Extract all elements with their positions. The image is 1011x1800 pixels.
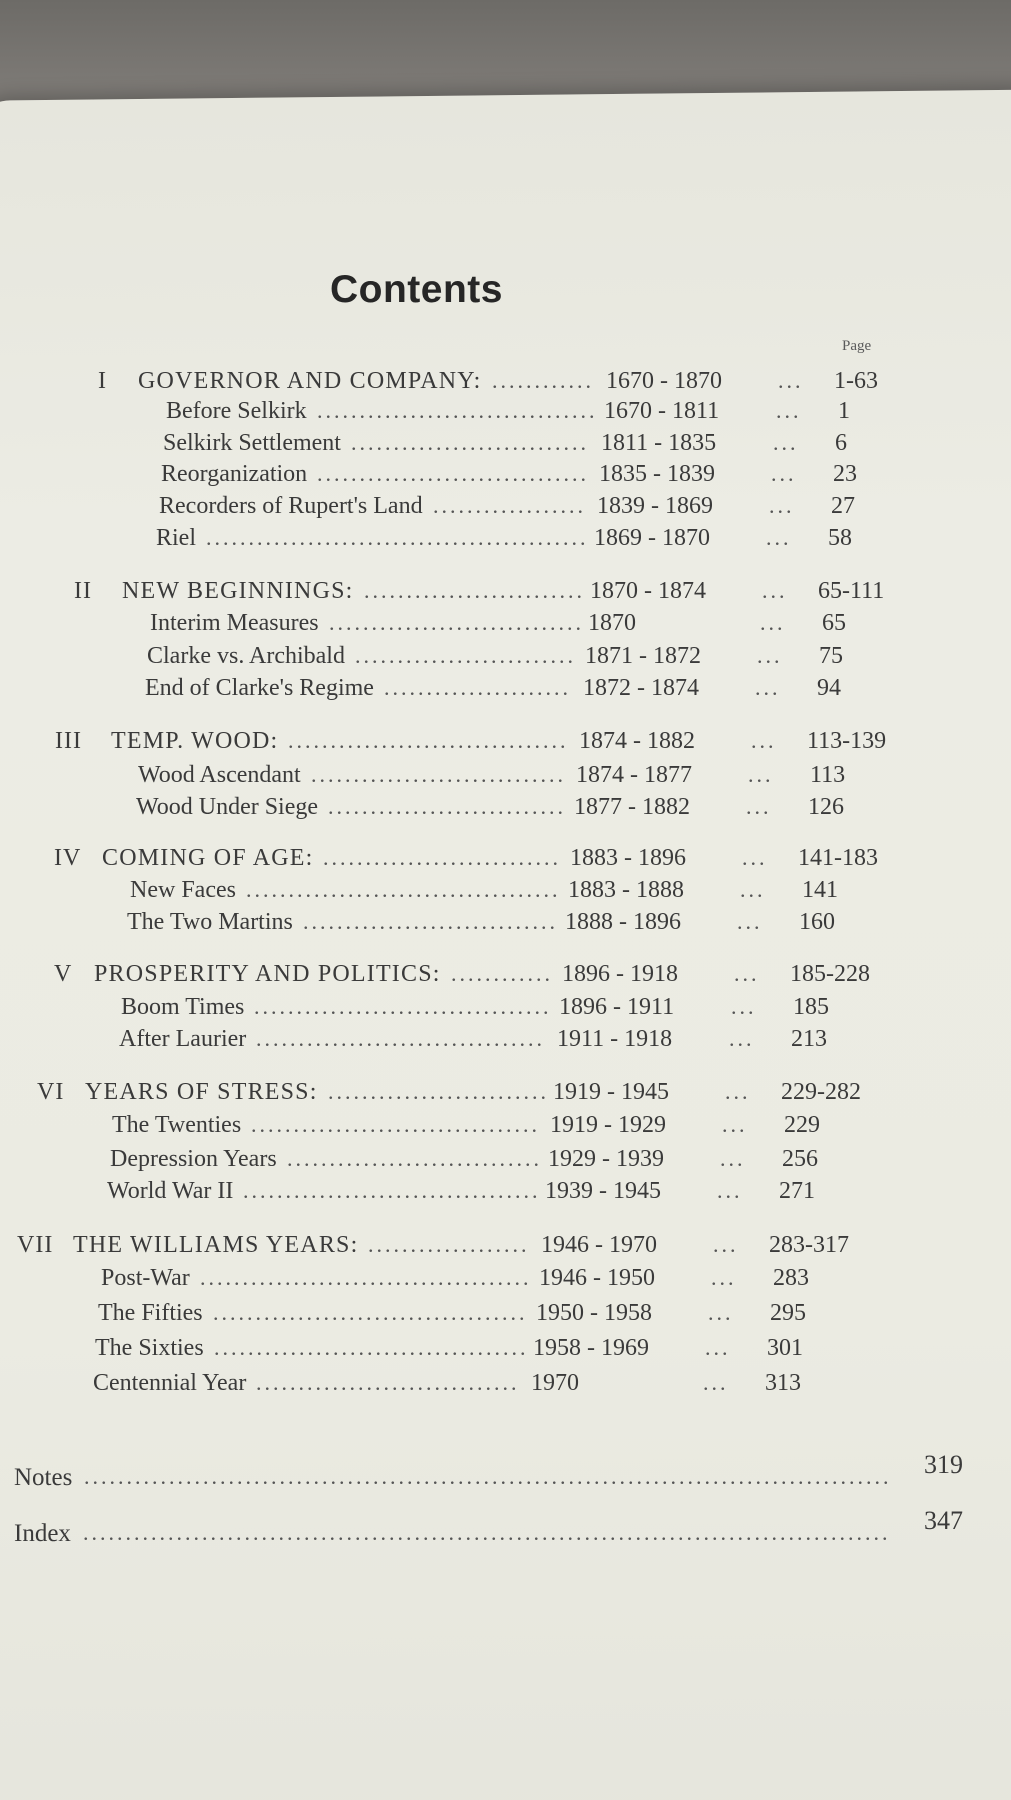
chapter-numeral: V <box>54 961 73 987</box>
leader-dots: ................................... <box>254 994 552 1019</box>
section-row <box>0 794 1011 826</box>
section-page: 113 <box>810 762 846 788</box>
section-years: 1896 - 1911 <box>559 994 675 1020</box>
leader-dots: .................................. <box>256 1026 545 1051</box>
chapter-numeral: VII <box>17 1232 54 1258</box>
chapter-numeral: IV <box>54 845 82 871</box>
section-row <box>0 1146 1011 1178</box>
section-row <box>0 398 1011 430</box>
leader-dots: ..................................... <box>213 1300 528 1325</box>
leader-dots: ... <box>725 1079 751 1104</box>
back-matter-page: 319 <box>924 1450 963 1479</box>
leader-dots: ............................................................................................... <box>84 1464 892 1489</box>
section-years: 1911 - 1918 <box>557 1026 673 1052</box>
leader-dots: ............................... <box>256 1370 520 1395</box>
leader-dots: ... <box>711 1265 737 1290</box>
section-title: Interim Measures <box>150 610 319 636</box>
section-page: 141 <box>802 877 838 903</box>
chapter-title: GOVERNOR AND COMPANY: <box>138 368 482 394</box>
section-page: 229 <box>784 1112 820 1138</box>
section-row <box>0 675 1011 707</box>
section-page: 213 <box>791 1026 827 1052</box>
section-page: 283 <box>773 1265 809 1291</box>
section-title: Depression Years <box>110 1146 277 1172</box>
section-page: 160 <box>799 909 835 935</box>
section-title: The Sixties <box>95 1335 204 1361</box>
chapter-pages: 65-111 <box>818 578 885 604</box>
chapter-pages: 141-183 <box>798 845 878 871</box>
chapter-title: THE WILLIAMS YEARS: <box>73 1232 359 1258</box>
section-years: 1872 - 1874 <box>583 675 699 701</box>
section-years: 1870 <box>588 610 636 636</box>
section-page: 75 <box>819 643 843 669</box>
leader-dots: ............................ <box>328 794 566 819</box>
leader-dots: ... <box>760 610 786 635</box>
section-row <box>0 430 1011 462</box>
section-row <box>0 525 1011 557</box>
chapter-numeral: II <box>74 578 92 604</box>
section-years: 1839 - 1869 <box>597 493 713 519</box>
chapter-row <box>0 728 1011 760</box>
section-title: World War II <box>107 1178 234 1204</box>
section-title: Wood Ascendant <box>138 762 301 788</box>
section-title: The Two Martins <box>127 909 293 935</box>
leader-dots: ... <box>773 430 799 455</box>
section-row <box>0 493 1011 525</box>
leader-dots: ............................ <box>323 845 561 870</box>
leader-dots: ..................................... <box>214 1335 529 1360</box>
section-years: 1929 - 1939 <box>548 1146 664 1172</box>
leader-dots: ... <box>722 1112 748 1137</box>
leader-dots: ... <box>729 1026 755 1051</box>
section-row <box>0 1026 1011 1058</box>
section-row <box>0 461 1011 493</box>
chapter-row <box>0 368 1011 400</box>
leader-dots: ... <box>762 578 788 603</box>
section-page: 1 <box>838 398 850 424</box>
chapter-row <box>0 1232 1011 1264</box>
leader-dots: ... <box>720 1146 746 1171</box>
leader-dots: ................................. <box>288 728 569 753</box>
section-title: Centennial Year <box>93 1370 247 1396</box>
section-title: The Fifties <box>98 1300 203 1326</box>
chapter-years: 1919 - 1945 <box>553 1079 669 1105</box>
section-row <box>0 909 1011 941</box>
section-years: 1946 - 1950 <box>539 1265 655 1291</box>
section-years: 1950 - 1958 <box>536 1300 652 1326</box>
leader-dots: ............ <box>492 368 594 393</box>
leader-dots: ... <box>771 461 797 486</box>
chapter-title: COMING OF AGE: <box>102 845 314 871</box>
leader-dots: ... <box>757 643 783 668</box>
section-page: 185 <box>793 994 829 1020</box>
back-matter-row <box>0 1506 1011 1552</box>
chapter-years: 1870 - 1874 <box>590 578 706 604</box>
section-title: Clarke vs. Archibald <box>147 643 345 669</box>
back-matter-row <box>0 1450 1011 1496</box>
leader-dots: ... <box>717 1178 743 1203</box>
leader-dots: ... <box>705 1335 731 1360</box>
chapter-title: NEW BEGINNINGS: <box>122 578 354 604</box>
leader-dots: ... <box>776 398 802 423</box>
section-title: After Laurier <box>119 1026 247 1052</box>
section-years: 1919 - 1929 <box>550 1112 666 1138</box>
leader-dots: ...................... <box>384 675 571 700</box>
chapter-years: 1874 - 1882 <box>579 728 695 754</box>
section-row <box>0 643 1011 675</box>
section-title: End of Clarke's Regime <box>145 675 374 701</box>
chapter-numeral: III <box>55 728 82 754</box>
section-row <box>0 1265 1011 1297</box>
leader-dots: .......................... <box>328 1079 549 1104</box>
leader-dots: ... <box>713 1232 739 1257</box>
section-title: Before Selkirk <box>166 398 307 424</box>
section-page: 6 <box>835 430 847 456</box>
leader-dots: ... <box>755 675 781 700</box>
leader-dots: ... <box>746 794 772 819</box>
chapter-pages: 1-63 <box>834 368 878 394</box>
chapter-years: 1670 - 1870 <box>606 368 722 394</box>
section-years: 1883 - 1888 <box>568 877 684 903</box>
leader-dots: ... <box>734 961 760 986</box>
chapter-years: 1896 - 1918 <box>562 961 678 987</box>
page-title: Contents <box>330 268 503 311</box>
leader-dots: .................................. <box>251 1112 540 1137</box>
section-page: 295 <box>770 1300 806 1326</box>
section-row <box>0 1300 1011 1332</box>
section-row <box>0 877 1011 909</box>
section-years: 1970 <box>531 1370 579 1396</box>
leader-dots: .......................... <box>364 578 585 603</box>
chapter-title: PROSPERITY AND POLITICS: <box>94 961 441 987</box>
section-row <box>0 994 1011 1026</box>
section-row <box>0 762 1011 794</box>
leader-dots: ... <box>740 877 766 902</box>
leader-dots: .......................... <box>355 643 576 668</box>
chapter-numeral: VI <box>37 1079 65 1105</box>
chapter-row <box>0 961 1011 993</box>
leader-dots: ................... <box>368 1232 530 1257</box>
leader-dots: ... <box>737 909 763 934</box>
section-page: 301 <box>767 1335 803 1361</box>
leader-dots: ............................................. <box>206 525 589 550</box>
leader-dots: ... <box>731 994 757 1019</box>
chapter-numeral: I <box>98 368 107 394</box>
section-title: Reorganization <box>161 461 308 487</box>
chapter-title: TEMP. WOOD: <box>111 728 279 754</box>
section-years: 1811 - 1835 <box>601 430 717 456</box>
leader-dots: ............................................................................................... <box>83 1520 891 1545</box>
section-row <box>0 1178 1011 1210</box>
chapter-row <box>0 845 1011 877</box>
leader-dots: ... <box>703 1370 729 1395</box>
chapter-pages: 229-282 <box>781 1079 861 1105</box>
section-years: 1869 - 1870 <box>594 525 710 551</box>
leader-dots: ................................... <box>243 1178 541 1203</box>
leader-dots: ....................................... <box>200 1265 532 1290</box>
section-title: Post-War <box>101 1265 190 1291</box>
section-years: 1888 - 1896 <box>565 909 681 935</box>
leader-dots: ..................................... <box>246 877 561 902</box>
leader-dots: .............................. <box>287 1146 542 1171</box>
section-title: Selkirk Settlement <box>163 430 341 456</box>
leader-dots: .............................. <box>329 610 584 635</box>
section-page: 23 <box>833 461 857 487</box>
section-years: 1874 - 1877 <box>576 762 692 788</box>
leader-dots: ............................ <box>351 430 589 455</box>
leader-dots: ... <box>708 1300 734 1325</box>
chapter-years: 1946 - 1970 <box>541 1232 657 1258</box>
section-row <box>0 1112 1011 1144</box>
leader-dots: ............ <box>451 961 553 986</box>
section-title: Wood Under Siege <box>136 794 319 820</box>
section-years: 1871 - 1872 <box>585 643 701 669</box>
leader-dots: .............................. <box>311 762 566 787</box>
section-title: The Twenties <box>112 1112 242 1138</box>
section-page: 65 <box>822 610 846 636</box>
chapter-row <box>0 578 1011 610</box>
chapter-years: 1883 - 1896 <box>570 845 686 871</box>
section-page: 27 <box>831 493 855 519</box>
section-years: 1939 - 1945 <box>545 1178 661 1204</box>
chapter-row <box>0 1079 1011 1111</box>
section-years: 1670 - 1811 <box>604 398 720 424</box>
section-page: 58 <box>828 525 852 551</box>
section-page: 313 <box>765 1370 801 1396</box>
leader-dots: ... <box>769 493 795 518</box>
leader-dots: ................................. <box>317 398 598 423</box>
back-matter-page: 347 <box>924 1506 963 1535</box>
section-row <box>0 1370 1011 1402</box>
section-years: 1958 - 1969 <box>533 1335 649 1361</box>
section-row <box>0 1335 1011 1367</box>
section-row <box>0 610 1011 642</box>
section-title: Recorders of Rupert's Land <box>159 493 423 519</box>
section-page: 94 <box>817 675 841 701</box>
section-years: 1835 - 1839 <box>599 461 715 487</box>
section-title: New Faces <box>130 877 236 903</box>
section-years: 1877 - 1882 <box>574 794 690 820</box>
back-matter-title: Index <box>14 1520 71 1547</box>
section-page: 126 <box>808 794 844 820</box>
leader-dots: ... <box>748 762 774 787</box>
section-page: 256 <box>782 1146 818 1172</box>
leader-dots: ... <box>766 525 792 550</box>
back-matter-title: Notes <box>14 1464 73 1491</box>
leader-dots: ... <box>778 368 804 393</box>
section-title: Riel <box>156 525 196 551</box>
page-column-label: Page <box>842 338 872 354</box>
leader-dots: .............................. <box>303 909 558 934</box>
leader-dots: ................................ <box>317 461 589 486</box>
chapter-title: YEARS OF STRESS: <box>85 1079 318 1105</box>
section-title: Boom Times <box>121 994 245 1020</box>
leader-dots: ... <box>742 845 768 870</box>
leader-dots: ... <box>751 728 777 753</box>
leader-dots: .................. <box>433 493 586 518</box>
chapter-pages: 113-139 <box>807 728 887 754</box>
chapter-pages: 185-228 <box>790 961 870 987</box>
section-page: 271 <box>779 1178 815 1204</box>
chapter-pages: 283-317 <box>769 1232 849 1258</box>
